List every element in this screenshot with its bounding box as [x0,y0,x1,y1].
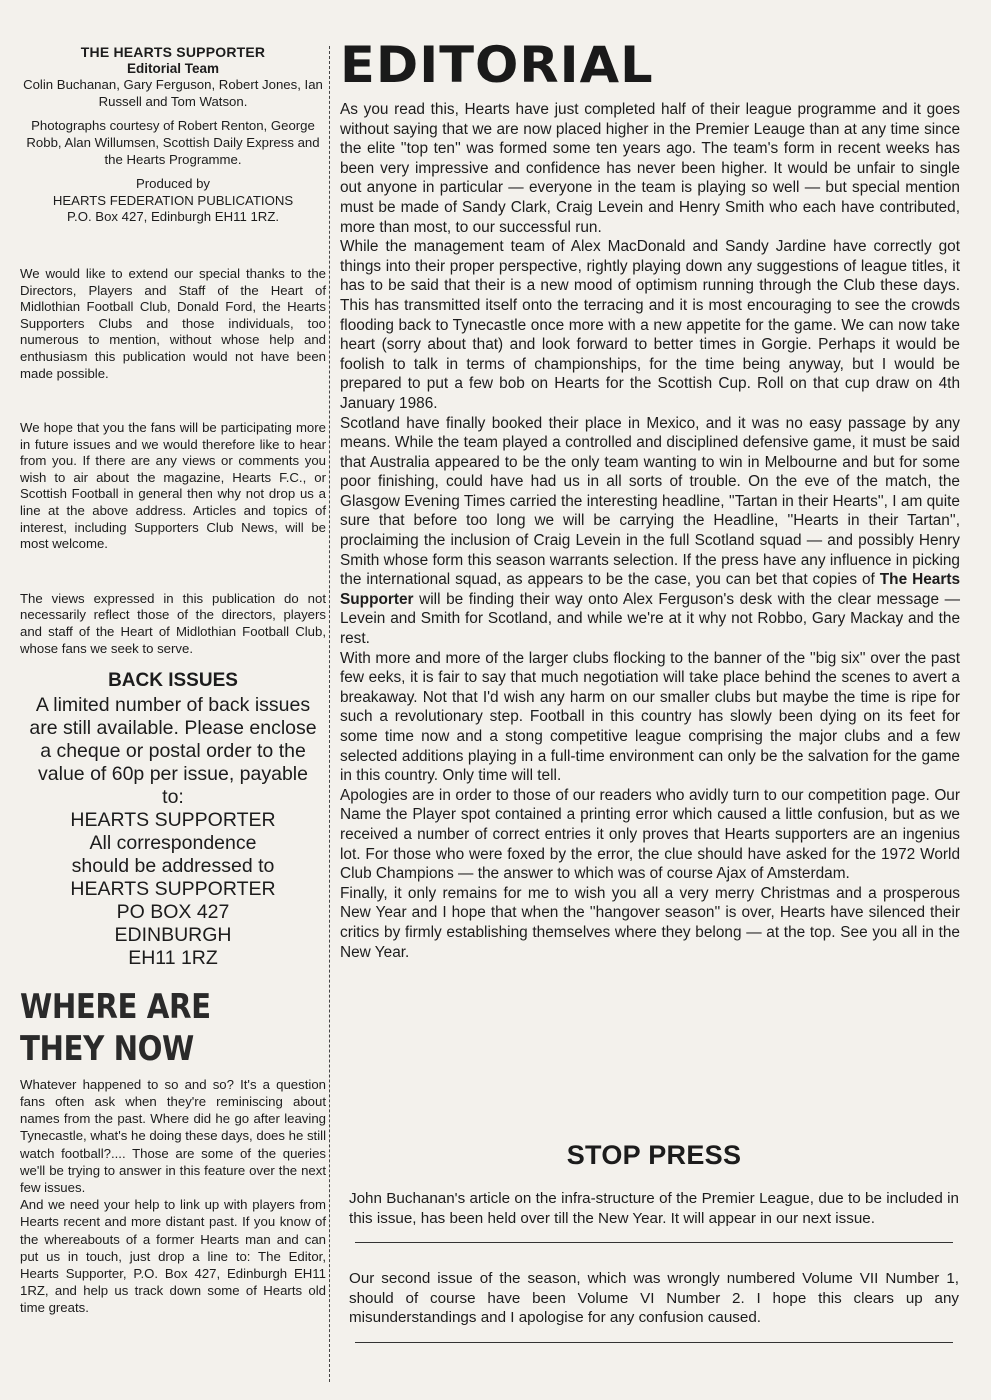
back-issues-body [20,694,326,970]
where-are-they-now-body [20,1076,326,1317]
stop-press-rule [355,1242,953,1243]
disclaimer-paragraph: The views expressed in this publication do not necessarily reflect those of the directors, players and staff of the Heart of Midlothian Football Club, whose fans we seek to serve. [20,590,326,656]
where-are-they-now-heading [20,986,283,1070]
stop-press-item: Our second issue of the season, which was wrongly numbered Volume VII Number 1, should of course have been Volume VI Number 2. I hope this clears up any misunderstandings and I apologise for any confusion caused. [349,1270,959,1327]
editorial-team-members: Colin Buchanan, Gary Ferguson, Robert Jones, Ian Russell and Tom Watson. [23,77,323,109]
stop-press-block [349,1140,959,1343]
editorial-text: will be finding their way onto Alex Ferguson's desk with the clear message — Levein and Smith for Scotland, and while we're at it why not Robbo, Gary Mackay and the rest. [340,590,960,648]
back-issues-line: HEARTS SUPPORTER [70,877,276,900]
editorial-paragraph: Apologies are in order to those of our readers who avidly turn to our competition page. Our Name the Player spot contained a printing error which caused a little confusion, but as we received a number of correct entries it only proves that Hearts supporters are an ingenius lot. For those who were foxed by the error, the clue should have asked for the 1972 World Club Champions — the answer to which was of course Ajax of Amsterdam. [340,786,960,883]
publisher-address: P.O. Box 427, Edinburgh EH11 1RZ. [66,209,280,225]
editorial-paragraph: While the management team of Alex MacDonald and Sandy Jardine have correctly got things into their proper perspective, rightly playing down any suggestions of league titles, it has to be said that their is a new mood of optimism running through the Club these days. This has transmitted itself onto the terracing and it is most encouraging to see the crowds flooding back to Tynecastle once more with a new appetite for the game. We can now take heart (sorry about that) and look forward to better times in Gorgie. Perhaps it would be foolish to talk in terms of championships, for the time being anyway, but I would be prepared to put a few bob on Hearts for the Scottish Cup. Roll on that cup draw on 4th January 1986. [340,238,960,412]
produced-by-label: Produced by [135,176,211,192]
photo-credits: Photographs courtesy of Robert Renton, George Robb, Alan Willumsen, Scottish Daily Express and the Hearts Programme. [26,118,320,167]
back-issues-line: A limited number of back issues [35,693,311,716]
right-column [340,36,960,962]
back-issues-line: EH11 1RZ [128,946,218,969]
editorial-title: EDITORIAL [340,36,654,94]
stop-press-item: John Buchanan's article on the infra-structure of the Premier League, due to be included in this issue, has been held over till the New Year. It will appear in our next issue. [349,1190,959,1227]
back-issues-line: EDINBURGH [114,923,232,946]
editorial-body [340,100,960,962]
credits-block [20,44,326,226]
back-issues-line: HEARTS SUPPORTER [70,808,276,831]
editorial-paragraph: Finally, it only remains for me to wish you all a very merry Christmas and a prosperous New Year and I hope that when the ''hangover season'' is over, Hearts have silenced their critics by firmly establishing themselves where they belong — at the top. See you all in the New Year. [340,884,960,961]
editorial-paragraph: As you read this, Hearts have just completed half of their league programme and it goes without saying that we are now placed higher in the Premier Leauge than at any time since the elite ''top ten'' was formed some ten years ago. The team's form in recent weeks has been very impressive and confidence has never been higher. It would be unfair to single out anyone in particular — everyone in the team is playing so well — but special mention must be made of Sandy Clark, Craig Levein and Henry Smith who each have contributed, more than most, to our successful run. [340,101,960,236]
left-column [20,44,326,1317]
back-issues-heading: BACK ISSUES [108,670,238,692]
publisher-name: HEARTS FEDERATION PUBLICATIONS [52,192,294,208]
wat-paragraph: Whatever happened to so and so? It's a question fans often ask when they're reminiscing about names from the past. Where did he go after leaving Tynecastle, what's he doing these days, does he still watch football?.... Those are some of the queries we'll be trying to answer in this feature over the next few issues. [20,1076,327,1196]
back-issues-line: are still available. Please enclose [29,716,317,739]
wat-heading-line1: WHERE ARE [20,986,211,1027]
editorial-team-title: Editorial Team [126,60,220,76]
publication-title: THE HEARTS SUPPORTER [80,44,266,60]
back-issues-line: to: [162,785,184,808]
stop-press-heading: STOP PRESS [566,1140,742,1170]
back-issues-line: a cheque or postal order to the [40,739,306,762]
editorial-text: Scotland have finally booked their place in Mexico, and it was no easy passage by any means. While the team played a controlled and disciplined defensive game, it must be said that Australia appeared to be the only team wanting to win in Melbourne and but for some poor finishing, could have had us in all sorts of trouble. On the eve of the match, the Glasgow Evening Times carried the interesting headline, ''Tartan in their Hearts'', I am quite sure that before too long we will be carrying the Headline, ''Hearts in their Tartan'', proclaiming the inclusion of Craig Levein in the full Scotland squad — and possibly Henry Smith whose form this season warrants selection. If the press have any influence in picking the international squad, as appears to be the case, you can bet that copies of [340,414,960,589]
back-issues-line: PO BOX 427 [116,900,230,923]
publication-name-bold: The Hearts Supporter [340,571,961,608]
back-issues-line: All correspondence [89,831,257,854]
wat-heading-line2: THEY NOW [20,1028,194,1069]
editorial-paragraph [340,414,960,649]
back-issues-block [20,670,326,970]
editorial-paragraph: With more and more of the larger clubs flocking to the banner of the ''big six'' over the past few eeks, it is fair to say that much negotiation will take place behind the scenes to avert a breakaway. Not that I'd wish any harm on our smaller clubs but maybe the time is ripe for such a revolutionary step. Football in this country has slowly been dying on its feet for some time now and a stong competitive league comprising the major clubs and a few selected additions playing in a full-time environment can only be the salvation for the game in this country. Only time will tell. [340,649,960,785]
thanks-paragraph: We would like to extend our special thanks to the Directors, Players and Staff of the Heart of Midlothian Football Club, Donald Ford, the Hearts Supporters Clubs and those individuals, too numerous to mention, without whose help and enthusiasm this publication would not have been made possible. [20,265,326,381]
stop-press-rule [355,1342,953,1343]
back-issues-line: value of 60p per issue, payable [38,762,308,785]
back-issues-line: should be addressed to [71,854,275,877]
wat-paragraph: And we need your help to link up with players from Hearts recent and more distant past. If you know of the whereabouts of a former Hearts man and can put us in touch, just drop a line to: The Editor, Hearts Supporter, P.O. Box 427, Edinburgh EH11 1RZ, and help us track down some of Hearts old time greats. [20,1197,326,1316]
column-divider [329,46,330,1382]
hope-paragraph: We hope that you the fans will be participating more in future issues and we would therefore like to hear from you. If there are any views or comments you wish to air about the magazine, Hearts F.C., or Scottish Football in general then why not drop us a line at the above address. Articles and topics of interest, including Supporters Club News, will be most welcome. [20,420,326,552]
